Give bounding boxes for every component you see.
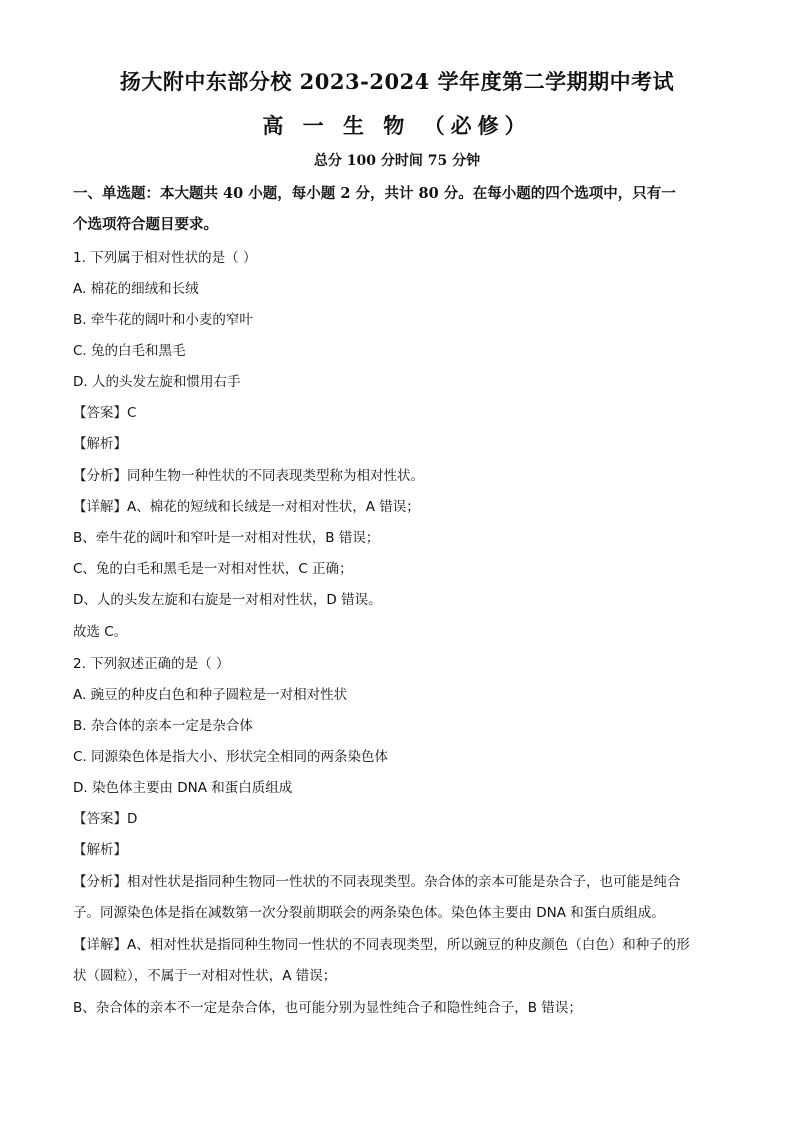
section-heading-line-2: 个选项符合题目要求。 — [73, 216, 218, 233]
q2-fenxi-line-1: 【分析】相对性状是指同种生物同一性状的不同表现类型。杂合体的亲本可能是杂合子，也可能是纯合 — [73, 874, 681, 890]
q1-xiangjie-b: B、牵牛花的阔叶和窄叶是一对相对性状，B 错误； — [73, 530, 380, 546]
q1-xiangjie-d: D、人的头发左旋和右旋是一对相对性状，D 错误。 — [73, 592, 382, 608]
q2-option-a: A. 豌豆的种皮白色和种子圆粒是一对相对性状 — [73, 687, 348, 703]
q1-answer: 【答案】C — [73, 405, 137, 421]
q2-stem: 2. 下列叙述正确的是（ ） — [73, 656, 230, 672]
q2-option-b: B. 杂合体的亲本一定是杂合体 — [73, 718, 253, 734]
q2-option-c: C. 同源染色体是指大小、形状完全相同的两条染色体 — [73, 749, 389, 765]
q1-analysis-label: 【解析】 — [73, 436, 127, 452]
q2-xiangjie-b: B、杂合体的亲本不一定是杂合体，也可能分别为显性纯合子和隐性纯合子，B 错误； — [73, 1000, 582, 1016]
q1-option-d: D. 人的头发左旋和惯用右手 — [73, 374, 241, 390]
q2-answer: 【答案】D — [73, 811, 138, 827]
q1-option-b: B. 牵牛花的阔叶和小麦的窄叶 — [73, 312, 253, 328]
exam-subtitle: 高 一 生 物 （必修） — [262, 113, 532, 138]
q1-option-c: C. 兔的白毛和黑毛 — [73, 343, 186, 359]
q2-fenxi-line-2: 子。同源染色体是指在减数第一次分裂前期联会的两条染色体。染色体主要由 DNA 和蛋白质组成。 — [73, 905, 665, 921]
section-heading-line-1: 一、单选题：本大题共 40 小题，每小题 2 分，共计 80 分。在每小题的四个选项中，只有一 — [73, 185, 676, 202]
exam-title: 扬大附中东部分校 2023-2024 学年度第二学期期中考试 — [119, 69, 675, 94]
q2-xiangjie-line-1: 【详解】A、相对性状是指同种生物同一性状的不同表现类型，所以豌豆的种皮颜色（白色）和种子的形 — [73, 937, 690, 953]
q1-option-a: A. 棉花的细绒和长绒 — [73, 281, 199, 297]
q1-conclusion: 故选 C。 — [73, 624, 128, 640]
q2-analysis-label: 【解析】 — [73, 842, 127, 858]
score-time-line: 总分 100 分时间 75 分钟 — [313, 153, 481, 169]
q1-xiangjie-c: C、兔的白毛和黑毛是一对相对性状，C 正确； — [73, 561, 353, 577]
q1-stem: 1. 下列属于相对性状的是（ ） — [73, 250, 257, 266]
q2-xiangjie-line-2: 状（圆粒），不属于一对相对性状，A 错误； — [73, 968, 337, 984]
q1-xiangjie-a: 【详解】A、棉花的短绒和长绒是一对相对性状，A 错误； — [73, 499, 420, 515]
q1-fenxi: 【分析】同种生物一种性状的不同表现类型称为相对性状。 — [73, 468, 424, 484]
q2-option-d: D. 染色体主要由 DNA 和蛋白质组成 — [73, 780, 293, 796]
